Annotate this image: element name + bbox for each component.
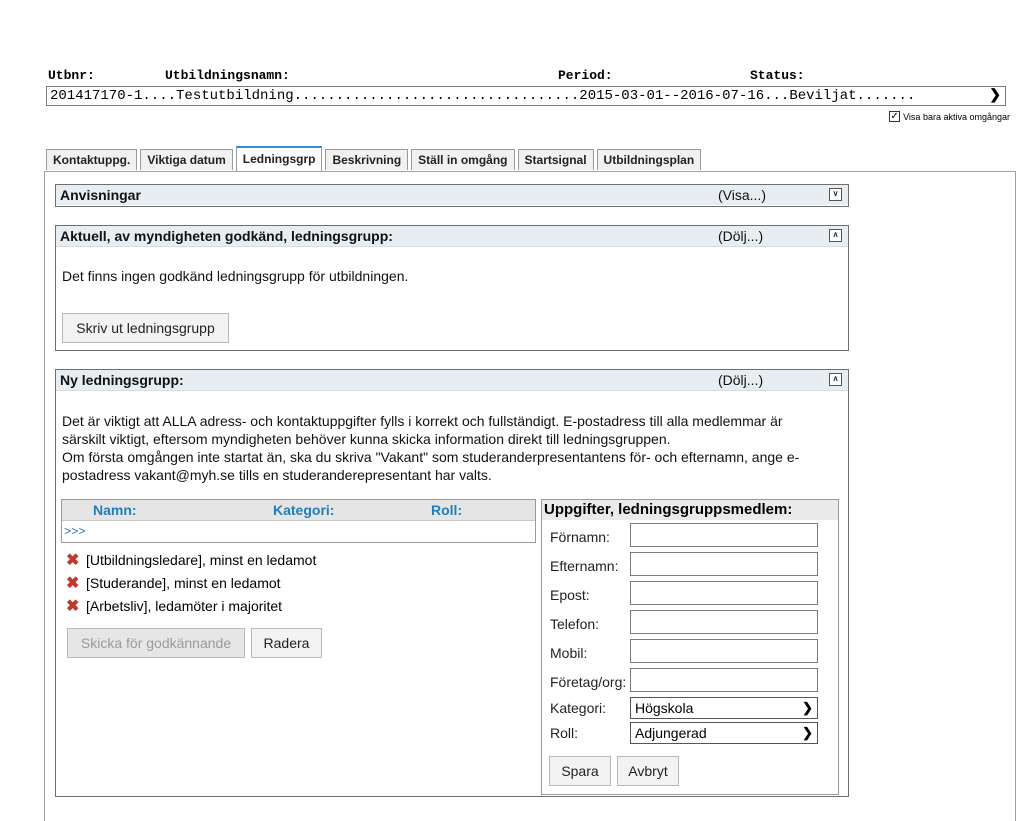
new-member-row[interactable]: >>>: [62, 520, 535, 543]
intro-line: postadress vakant@myh.se tills en studeranderepresentant har valts.: [62, 467, 492, 483]
chevron-down-icon: ❯: [802, 725, 813, 740]
members-table: [61, 499, 536, 543]
email-input[interactable]: [630, 581, 818, 605]
chevron-down-icon: ❯: [989, 88, 1001, 104]
company-input[interactable]: [630, 668, 818, 692]
new-group-toggle-text[interactable]: (Dölj...): [718, 372, 764, 388]
tab-viktiga-datum[interactable]: Viktiga datum: [140, 149, 232, 170]
expand-icon[interactable]: ∨: [829, 188, 842, 201]
phone-label: Telefon:: [550, 616, 600, 632]
education-select-value: 201417170-1....Testutbildning..................................2015-03-01--2016-07-16...Beviljat.......: [50, 88, 916, 104]
cancel-button[interactable]: Avbryt: [617, 756, 679, 786]
show-active-label: Visa bara aktiva omgångar: [903, 111, 1010, 122]
tab-utbildningsplan[interactable]: Utbildningsplan: [597, 149, 702, 170]
category-select[interactable]: [630, 697, 818, 719]
delete-button[interactable]: Radera: [251, 628, 322, 658]
new-group-title: Ny ledningsgrupp:: [60, 372, 184, 388]
member-detail-form: [541, 499, 839, 795]
tab-ledningsgrp[interactable]: Ledningsgrp: [236, 146, 323, 171]
new-group-intro: [62, 412, 842, 484]
cross-icon: ✖: [66, 575, 80, 592]
anvisningar-header[interactable]: [56, 185, 848, 205]
tab-startsignal[interactable]: Startsignal: [518, 149, 594, 170]
period-label: Period:: [558, 68, 613, 83]
tab-bar: [46, 148, 704, 169]
email-label: Epost:: [550, 587, 590, 603]
intro-line: särskilt viktigt, eftersom myndigheten behöver kunna skicka information direkt till ledningsgruppen.: [62, 431, 671, 447]
last-name-label: Efternamn:: [550, 558, 619, 574]
cross-icon: ✖: [66, 552, 80, 569]
company-label: Företag/org:: [550, 674, 627, 690]
chevron-down-icon: ❯: [802, 700, 813, 715]
requirement-text: [Utbildningsledare], minst en ledamot: [86, 552, 317, 568]
anvisningar-panel: [55, 184, 849, 207]
tab-beskrivning[interactable]: Beskrivning: [325, 149, 408, 170]
column-header-category[interactable]: Kategori:: [273, 502, 335, 518]
requirement-text: [Arbetsliv], ledamöter i majoritet: [86, 598, 283, 614]
category-label: Kategori:: [550, 700, 607, 716]
tab-kontaktuppg[interactable]: Kontaktuppg.: [46, 149, 137, 170]
anvisningar-toggle-text[interactable]: (Visa...): [718, 187, 766, 203]
save-button[interactable]: Spara: [549, 756, 611, 786]
requirement-item: [66, 596, 282, 616]
current-group-title: Aktuell, av myndigheten godkänd, ledningsgrupp:: [60, 228, 393, 244]
requirement-item: [66, 573, 281, 593]
requirement-item: [66, 550, 316, 570]
member-form-title: Uppgifter, ledningsgruppsmedlem:: [542, 500, 838, 520]
mobile-label: Mobil:: [550, 645, 588, 661]
status-label: Status:: [750, 68, 805, 83]
cross-icon: ✖: [66, 598, 80, 615]
utbildningsnamn-label: Utbildningsnamn:: [165, 68, 290, 83]
show-active-toggle[interactable]: [889, 111, 1010, 122]
current-group-header[interactable]: [56, 226, 848, 247]
first-name-input[interactable]: [630, 523, 818, 547]
utbnr-label: Utbnr:: [48, 68, 95, 83]
column-header-role[interactable]: Roll:: [431, 502, 463, 518]
current-group-toggle-text[interactable]: (Dölj...): [718, 228, 764, 244]
submit-for-approval-button[interactable]: Skicka för godkännande: [67, 628, 245, 658]
education-select[interactable]: [46, 86, 1006, 106]
no-group-message: Det finns ingen godkänd ledningsgrupp för utbildningen.: [62, 268, 409, 284]
intro-line: Om första omgången inte startat än, ska du skriva "Vakant" som studeranderpresentantens för- och efternamn, ange e-: [62, 449, 800, 465]
requirement-text: [Studerande], minst en ledamot: [86, 575, 281, 591]
members-table-header: [62, 500, 535, 520]
show-active-checkbox[interactable]: ✓: [890, 111, 899, 122]
role-label: Roll:: [550, 725, 579, 741]
category-select-value: Högskola: [635, 700, 694, 716]
print-group-button[interactable]: Skriv ut ledningsgrupp: [62, 313, 229, 343]
anvisningar-title: Anvisningar: [60, 187, 141, 203]
intro-line: Det är viktigt att ALLA adress- och kontaktuppgifter fylls i korrekt och fullständigt. E-postadress till alla medlemmar är: [62, 413, 783, 429]
last-name-input[interactable]: [630, 552, 818, 576]
first-name-label: Förnamn:: [550, 529, 610, 545]
collapse-icon[interactable]: ∧: [829, 373, 842, 386]
column-header-name[interactable]: Namn:: [93, 502, 137, 518]
tab-stall-in-omgang[interactable]: Ställ in omgång: [411, 149, 514, 170]
role-select-value: Adjungerad: [635, 725, 707, 741]
collapse-icon[interactable]: ∧: [829, 229, 842, 242]
new-group-header[interactable]: [56, 370, 848, 391]
mobile-input[interactable]: [630, 639, 818, 663]
role-select[interactable]: [630, 722, 818, 744]
phone-input[interactable]: [630, 610, 818, 634]
current-group-panel: [55, 225, 849, 351]
